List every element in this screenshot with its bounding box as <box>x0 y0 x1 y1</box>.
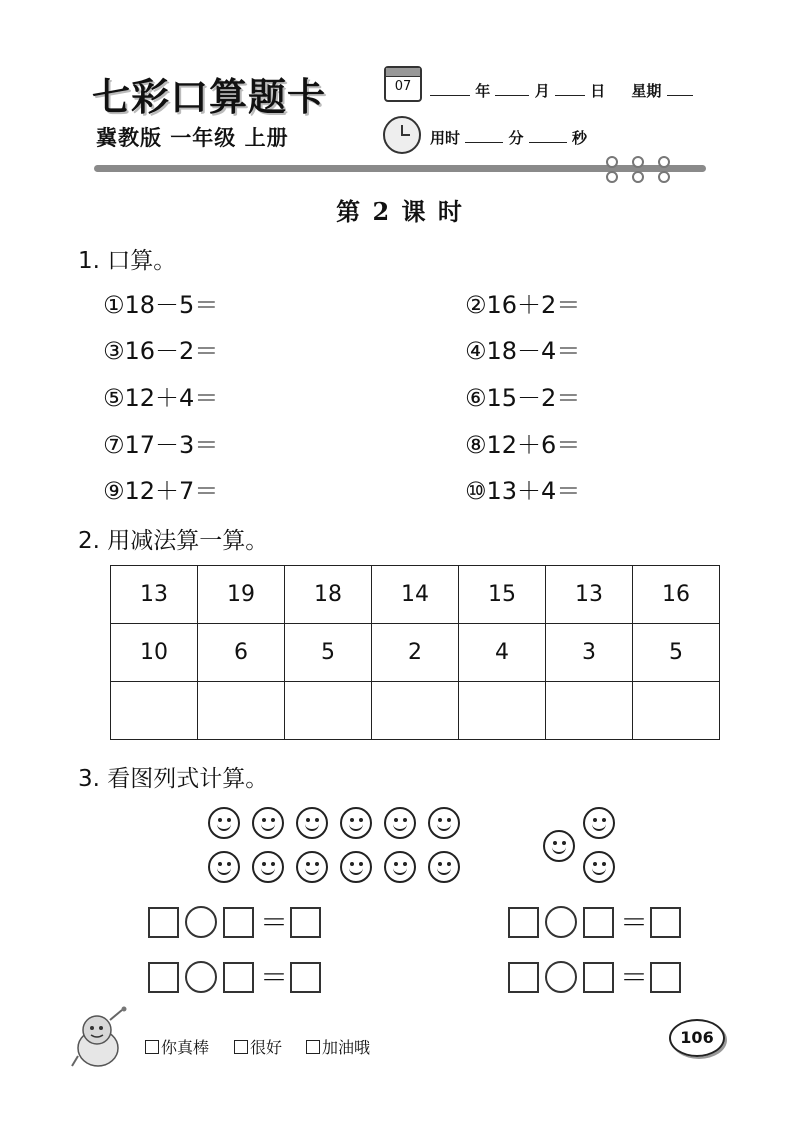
smiley-face-icon <box>252 807 284 839</box>
answer-box[interactable] <box>583 962 614 993</box>
answer-box[interactable] <box>290 907 321 938</box>
operator-circle[interactable] <box>185 961 217 993</box>
answer-box[interactable] <box>508 907 539 938</box>
smiley-face-icon <box>296 851 328 883</box>
equals-sign: ＝ <box>620 961 649 994</box>
smiley-face-icon <box>252 851 284 883</box>
seconds-blank[interactable] <box>529 128 567 143</box>
smiley-face-icon <box>340 851 372 883</box>
edition-label: 冀教版 一年级 上册 <box>96 126 289 150</box>
table-cell: 13 <box>546 566 633 624</box>
seconds-label: 秒 <box>571 129 587 147</box>
brand-title: 七彩口算题卡 <box>92 75 327 119</box>
smiley-face-icon <box>583 851 615 883</box>
time-line <box>430 127 587 148</box>
table-cell: 19 <box>198 566 285 624</box>
answer-box[interactable] <box>650 907 681 938</box>
smiley-face-icon <box>340 807 372 839</box>
checkbox-icon[interactable] <box>145 1040 159 1054</box>
year-label: 年 <box>475 82 491 100</box>
answer-box[interactable] <box>650 962 681 993</box>
problem-5: ⑤12＋4＝ <box>103 384 219 412</box>
month-label: 月 <box>534 82 550 100</box>
answer-box[interactable] <box>223 907 254 938</box>
smiley-face-icon <box>208 807 240 839</box>
smiley-face-icon <box>384 851 416 883</box>
rating-option-great[interactable] <box>145 1035 209 1058</box>
problem-1: ①18－5＝ <box>103 291 219 319</box>
operator-circle[interactable] <box>545 961 577 993</box>
answer-box[interactable] <box>583 907 614 938</box>
problem-3: ③16－2＝ <box>103 337 219 365</box>
header-divider <box>94 165 706 172</box>
answer-cell[interactable] <box>546 682 633 740</box>
table-row-minuend <box>111 566 720 624</box>
minutes-label: 分 <box>508 129 524 147</box>
answer-cell[interactable] <box>633 682 720 740</box>
answer-box[interactable] <box>290 962 321 993</box>
smiley-face-icon <box>428 807 460 839</box>
rating-label: 你真棒 <box>161 1038 210 1057</box>
operator-circle[interactable] <box>545 906 577 938</box>
table-cell: 3 <box>546 624 633 682</box>
year-blank[interactable] <box>430 81 470 96</box>
answer-cell[interactable] <box>198 682 285 740</box>
table-cell: 15 <box>459 566 546 624</box>
smiley-face-icon <box>543 830 575 862</box>
smiley-face-icon <box>583 807 615 839</box>
answer-box[interactable] <box>148 962 179 993</box>
problem-4: ④18－4＝ <box>465 337 581 365</box>
minutes-blank[interactable] <box>465 128 503 143</box>
table-row-subtrahend <box>111 624 720 682</box>
section2-title: 2. 用减法算一算。 <box>78 528 269 554</box>
answer-cell[interactable] <box>372 682 459 740</box>
answer-cell[interactable] <box>111 682 198 740</box>
table-cell: 5 <box>633 624 720 682</box>
problem-9: ⑨12＋7＝ <box>103 477 219 505</box>
lesson-title: 第 2 课 时 <box>336 197 464 226</box>
answer-box[interactable] <box>148 907 179 938</box>
table-cell: 2 <box>372 624 459 682</box>
day-label: 日 <box>590 82 606 100</box>
table-cell: 14 <box>372 566 459 624</box>
problem-8: ⑧12＋6＝ <box>465 431 581 459</box>
day-blank[interactable] <box>555 81 585 96</box>
equals-sign: ＝ <box>620 906 649 939</box>
section1-title: 1. 口算。 <box>78 248 177 274</box>
checkbox-icon[interactable] <box>234 1040 248 1054</box>
rating-label: 加油哦 <box>322 1038 371 1057</box>
table-cell: 10 <box>111 624 198 682</box>
problem-10: ⑩13＋4＝ <box>465 477 581 505</box>
rating-option-good[interactable] <box>234 1035 282 1058</box>
clock-icon <box>383 116 421 154</box>
table-cell: 6 <box>198 624 285 682</box>
operator-circle[interactable] <box>185 906 217 938</box>
rating-label: 很好 <box>250 1038 283 1057</box>
smiley-face-icon <box>428 851 460 883</box>
table-cell: 13 <box>111 566 198 624</box>
weekday-blank[interactable] <box>667 81 693 96</box>
problem-2: ②16＋2＝ <box>465 291 581 319</box>
table-cell: 16 <box>633 566 720 624</box>
month-blank[interactable] <box>495 81 529 96</box>
date-line <box>430 80 693 101</box>
subtraction-table <box>110 565 720 740</box>
time-used-label: 用时 <box>430 129 461 147</box>
smiley-face-icon <box>208 851 240 883</box>
smiley-face-icon <box>384 807 416 839</box>
smiley-face-icon <box>296 807 328 839</box>
answer-box[interactable] <box>223 962 254 993</box>
calendar-day: 07 <box>394 79 412 94</box>
answer-cell[interactable] <box>459 682 546 740</box>
calendar-icon <box>384 66 422 102</box>
problem-6: ⑥15－2＝ <box>465 384 581 412</box>
section3-title: 3. 看图列式计算。 <box>78 766 269 792</box>
answer-box[interactable] <box>508 962 539 993</box>
mascot-icon <box>70 1006 132 1070</box>
table-cell: 5 <box>285 624 372 682</box>
equals-sign: ＝ <box>260 906 289 939</box>
problem-7: ⑦17－3＝ <box>103 431 219 459</box>
table-cell: 18 <box>285 566 372 624</box>
table-cell: 4 <box>459 624 546 682</box>
table-row-answer <box>111 682 720 740</box>
page-number: 106 <box>669 1019 725 1057</box>
answer-cell[interactable] <box>285 682 372 740</box>
rating-option-keep-going[interactable] <box>306 1035 370 1058</box>
equals-sign: ＝ <box>260 961 289 994</box>
weekday-label: 星期 <box>631 82 662 100</box>
checkbox-icon[interactable] <box>306 1040 320 1054</box>
